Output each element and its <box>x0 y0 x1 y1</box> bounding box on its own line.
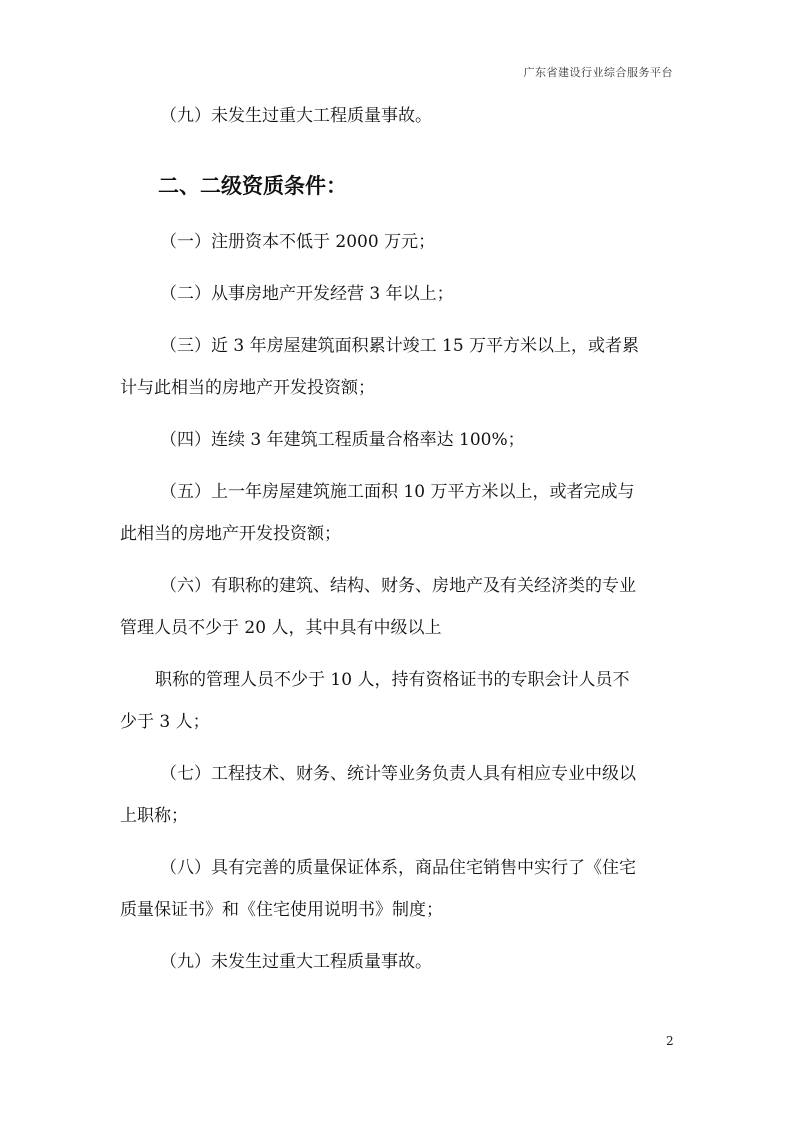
paragraph-item-3-line-1: （三）近 3 年房屋建筑面积累计竣工 15 万平方米以上，或者累 <box>160 336 640 356</box>
paragraph-item-1: （一）注册资本不低于 2000 万元； <box>160 232 436 252</box>
paragraph-item-2: （二）从事房地产开发经营 3 年以上； <box>160 284 454 304</box>
paragraph-item-5-line-2: 此相当的房地产开发投资额； <box>120 524 341 544</box>
paragraph-item-7-line-2: 上职称； <box>120 806 188 826</box>
paragraph-item-5-line-1: （五）上一年房屋建筑施工面积 10 万平方米以上，或者完成与 <box>160 482 635 502</box>
paragraph-item-3-line-2: 计与此相当的房地产开发投资额； <box>120 378 375 398</box>
page-header: 广东省建设行业综合服务平台 <box>523 66 673 79</box>
paragraph-item-6-line-1: （六）有职称的建筑、结构、财务、房地产及有关经济类的专业 <box>160 576 636 596</box>
paragraph-item-8-line-2: 质量保证书》和《住宅使用说明书》制度； <box>120 900 443 920</box>
page-number: 2 <box>666 1034 674 1048</box>
section-heading: 二、二级资质条件： <box>158 174 347 198</box>
paragraph-item-6-line-3: 职称的管理人员不少于 10 人，持有资格证书的专职会计人员不 <box>155 670 630 690</box>
paragraph-item-4: （四）连续 3 年建筑工程质量合格率达 100%； <box>160 430 525 450</box>
paragraph-item-7-line-1: （七）工程技术、财务、统计等业务负责人具有相应专业中级以 <box>160 764 636 784</box>
paragraph-item-9-top: （九）未发生过重大工程质量事故。 <box>160 106 432 126</box>
paragraph-item-6-line-2: 管理人员不少于 20 人，其中具有中级以上 <box>120 618 442 638</box>
paragraph-item-8-line-1: （八）具有完善的质量保证体系，商品住宅销售中实行了《住宅 <box>160 858 636 878</box>
paragraph-item-9: （九）未发生过重大工程质量事故。 <box>160 952 432 972</box>
paragraph-item-6-line-4: 少于 3 人； <box>120 712 210 732</box>
